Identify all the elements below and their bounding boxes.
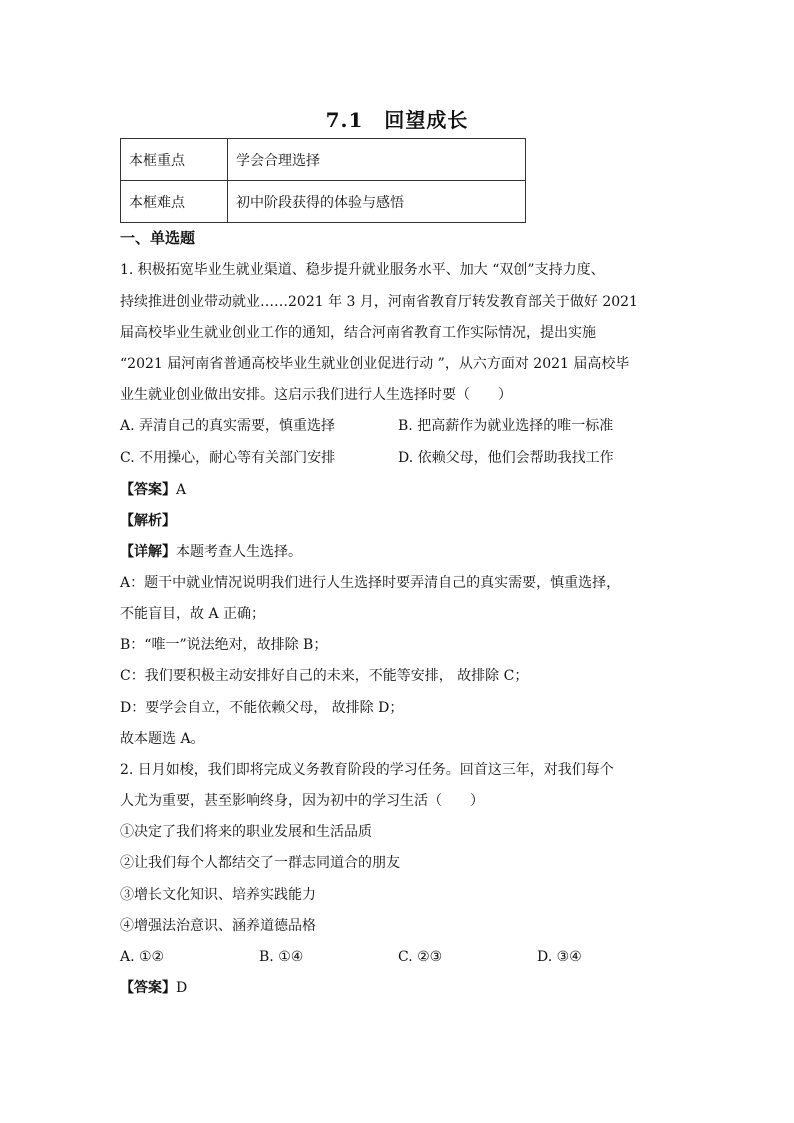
page-title: 7.1 回望成长 (325, 108, 469, 132)
answer-value: D (176, 980, 188, 996)
answer-label: 【答案】 (120, 482, 176, 498)
q1-stem-line: “2021 届河南省普通高校毕业生就业创业促进行动 ”，从六方面对 2021 届高校毕 (120, 356, 630, 372)
q2-item: ②让我们每个人都结交了一群志同道合的朋友 (120, 855, 400, 871)
table-cell-value: 初中阶段获得的体验与感悟 (228, 181, 526, 223)
table-cell-label: 本框重点 (121, 139, 228, 181)
q1-explanation-line: 故本题选 A。 (120, 731, 205, 747)
table-row (121, 181, 526, 223)
q2-option-a: A. ①② (120, 949, 165, 965)
section-heading: 一、单选题 (120, 229, 196, 247)
q1-stem-line: 持续推进创业带动就业……2021 年 3 月，河南省教育厅转发教育部关于做好 2021 (120, 294, 638, 310)
q1-explanation-line: B：“唯一”说法绝对，故排除 B； (120, 637, 328, 653)
detail-label: 【详解】 (120, 544, 176, 560)
q1-option-d: D. 依赖父母，他们会帮助我找工作 (398, 450, 614, 466)
q2-option-b: B. ①④ (259, 949, 304, 965)
q1-stem-line: 1. 积极拓宽毕业生就业渠道、稳步提升就业服务水平、加大 “双创”支持力度、 (120, 262, 605, 278)
answer-label: 【答案】 (120, 980, 176, 996)
answer-value: A (176, 482, 187, 498)
q1-analysis-label: 【解析】 (120, 513, 176, 529)
q1-stem-line: 届高校毕业生就业创业工作的通知，结合河南省教育工作实际情况，提出实施 (120, 325, 596, 341)
table-cell-value: 学会合理选择 (228, 139, 526, 181)
q1-option-c: C. 不用操心，耐心等有关部门安排 (120, 450, 336, 466)
q1-explanation-line: 不能盲目，故 A 正确； (120, 606, 266, 622)
q2-stem-line: 2. 日月如梭，我们即将完成义务教育阶段的学习任务。回首这三年，对我们每个 (120, 762, 614, 778)
q2-item: ①决定了我们将来的职业发展和生活品质 (120, 824, 372, 840)
q2-answer (120, 978, 187, 998)
table-cell-label: 本框难点 (121, 181, 228, 223)
q1-explanation-line: A：题干中就业情况说明我们进行人生选择时要弄清自己的真实需要，慎重选择， (120, 575, 621, 591)
q2-item: ④增强法治意识、涵养道德品格 (120, 918, 316, 934)
q1-explanation-line: C：我们要积极主动安排好自己的未来，不能等安排， 故排除 C； (120, 668, 529, 684)
q2-item: ③增长文化知识、培养实践能力 (120, 887, 316, 903)
q1-detail (120, 542, 302, 562)
q2-option-c: C. ②③ (398, 949, 443, 965)
q1-answer (120, 480, 186, 500)
q1-option-b: B. 把高薪作为就业选择的唯一标准 (398, 418, 614, 434)
q1-option-a: A. 弄清自己的真实需要，慎重选择 (120, 418, 336, 434)
info-table (120, 138, 526, 223)
q1-explanation-line: D：要学会自立，不能依赖父母， 故排除 D； (120, 700, 404, 716)
table-row (121, 139, 526, 181)
q2-option-d: D. ③④ (537, 949, 582, 965)
q2-stem-line: 人尤为重要，甚至影响终身，因为初中的学习生活（ ） (120, 793, 484, 809)
detail-intro: 本题考查人生选择。 (176, 544, 302, 560)
q1-stem-line: 业生就业创业做出安排。这启示我们进行人生选择时要（ ） (120, 387, 512, 403)
